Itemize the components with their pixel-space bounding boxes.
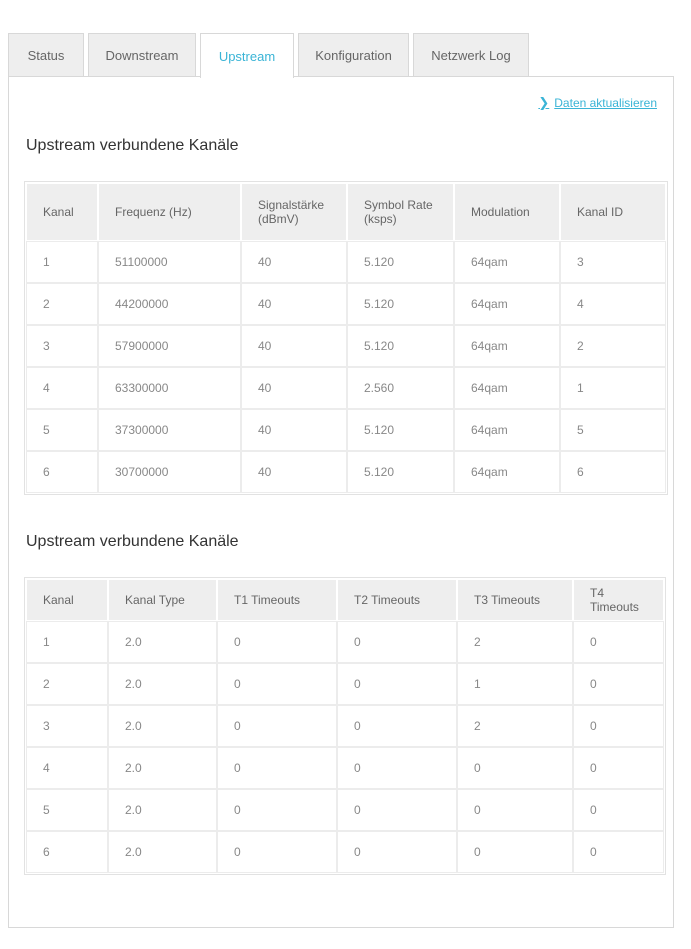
table-row [27,706,663,746]
table-cell: 4 [561,284,665,324]
table-cell: 0 [338,622,456,662]
tab-downstream[interactable]: Downstream [88,33,196,77]
column-header: Symbol Rate (ksps) [348,184,453,240]
table-row [27,410,665,450]
table-cell: 0 [458,790,572,830]
table-cell: 3 [27,706,107,746]
tab-bar [8,33,533,77]
table-cell: 51100000 [99,242,240,282]
table-cell: 3 [27,326,97,366]
table-cell: 1 [561,368,665,408]
table-cell: 64qam [455,326,559,366]
table-row [27,790,663,830]
table-cell: 63300000 [99,368,240,408]
table-cell: 2 [27,284,97,324]
column-header: Kanal [27,580,107,620]
tab-konfiguration[interactable]: Konfiguration [298,33,409,77]
table-row [27,452,665,492]
table-row [27,832,663,872]
table-cell: 64qam [455,284,559,324]
table-cell: 40 [242,284,346,324]
column-header: Signalstärke (dBmV) [242,184,346,240]
table-cell: 0 [574,706,663,746]
table-cell: 2.0 [109,748,216,788]
table-row [27,664,663,704]
tab-upstream[interactable]: Upstream [200,33,294,78]
table-cell: 0 [338,706,456,746]
table-cell: 44200000 [99,284,240,324]
table-cell: 5.120 [348,242,453,282]
table-cell: 4 [27,368,97,408]
table-cell: 5.120 [348,326,453,366]
column-header: T1 Timeouts [218,580,336,620]
table-cell: 0 [218,748,336,788]
table-cell: 2.0 [109,790,216,830]
table-cell: 40 [242,452,346,492]
table-cell: 0 [218,706,336,746]
table-cell: 6 [27,832,107,872]
table-cell: 6 [561,452,665,492]
table-row [27,748,663,788]
table-row [27,368,665,408]
table-cell: 0 [338,748,456,788]
table-cell: 64qam [455,242,559,282]
table-cell: 40 [242,410,346,450]
table-cell: 0 [218,790,336,830]
table-cell: 2.0 [109,622,216,662]
table-cell: 0 [218,664,336,704]
table-cell: 0 [458,832,572,872]
table-cell: 0 [574,832,663,872]
table-cell: 6 [27,452,97,492]
refresh-link[interactable] [538,95,657,111]
table-cell: 37300000 [99,410,240,450]
column-header: Kanal [27,184,97,240]
table-cell: 0 [574,664,663,704]
upstream-timeouts-table [24,577,666,875]
upstream-channels-table [24,181,668,495]
table-cell: 2 [561,326,665,366]
refresh-link-label: Daten aktualisieren [554,96,657,110]
table-header-row [27,184,665,240]
column-header: T2 Timeouts [338,580,456,620]
table-cell: 0 [338,790,456,830]
tab-netzwerk-log[interactable]: Netzwerk Log [413,33,529,77]
column-header: T3 Timeouts [458,580,572,620]
section-title-channels: Upstream verbundene Kanäle [26,137,239,154]
table-cell: 2 [458,622,572,662]
table-cell: 64qam [455,452,559,492]
section-title-timeouts: Upstream verbundene Kanäle [26,533,239,550]
table-cell: 0 [574,748,663,788]
table-row [27,284,665,324]
table-cell: 0 [218,622,336,662]
table-cell: 57900000 [99,326,240,366]
column-header: T4 Timeouts [574,580,663,620]
table-cell: 0 [458,748,572,788]
table-cell: 2.0 [109,832,216,872]
table-cell: 64qam [455,410,559,450]
table-cell: 2 [458,706,572,746]
tab-status[interactable]: Status [8,33,84,77]
table-cell: 1 [458,664,572,704]
table-cell: 0 [338,664,456,704]
column-header: Kanal Type [109,580,216,620]
table-cell: 5 [27,410,97,450]
table-cell: 4 [27,748,107,788]
table-cell: 2.0 [109,706,216,746]
table-cell: 64qam [455,368,559,408]
table-cell: 1 [27,622,107,662]
table-cell: 2 [27,664,107,704]
table-cell: 5.120 [348,452,453,492]
table-cell: 40 [242,242,346,282]
table-cell: 0 [574,790,663,830]
table-header-row [27,580,663,620]
table-cell: 2.0 [109,664,216,704]
table-cell: 0 [574,622,663,662]
table-cell: 5 [27,790,107,830]
upstream-panel [8,76,674,928]
table-cell: 5.120 [348,284,453,324]
table-row [27,242,665,282]
table-cell: 40 [242,368,346,408]
column-header: Frequenz (Hz) [99,184,240,240]
column-header: Kanal ID [561,184,665,240]
table-cell: 0 [218,832,336,872]
chevron-right-icon: ❯ [538,95,550,110]
table-cell: 5 [561,410,665,450]
table-cell: 5.120 [348,410,453,450]
table-row [27,622,663,662]
table-cell: 3 [561,242,665,282]
table-cell: 1 [27,242,97,282]
table-cell: 40 [242,326,346,366]
table-cell: 0 [338,832,456,872]
column-header: Modulation [455,184,559,240]
table-row [27,326,665,366]
table-cell: 2.560 [348,368,453,408]
table-cell: 30700000 [99,452,240,492]
